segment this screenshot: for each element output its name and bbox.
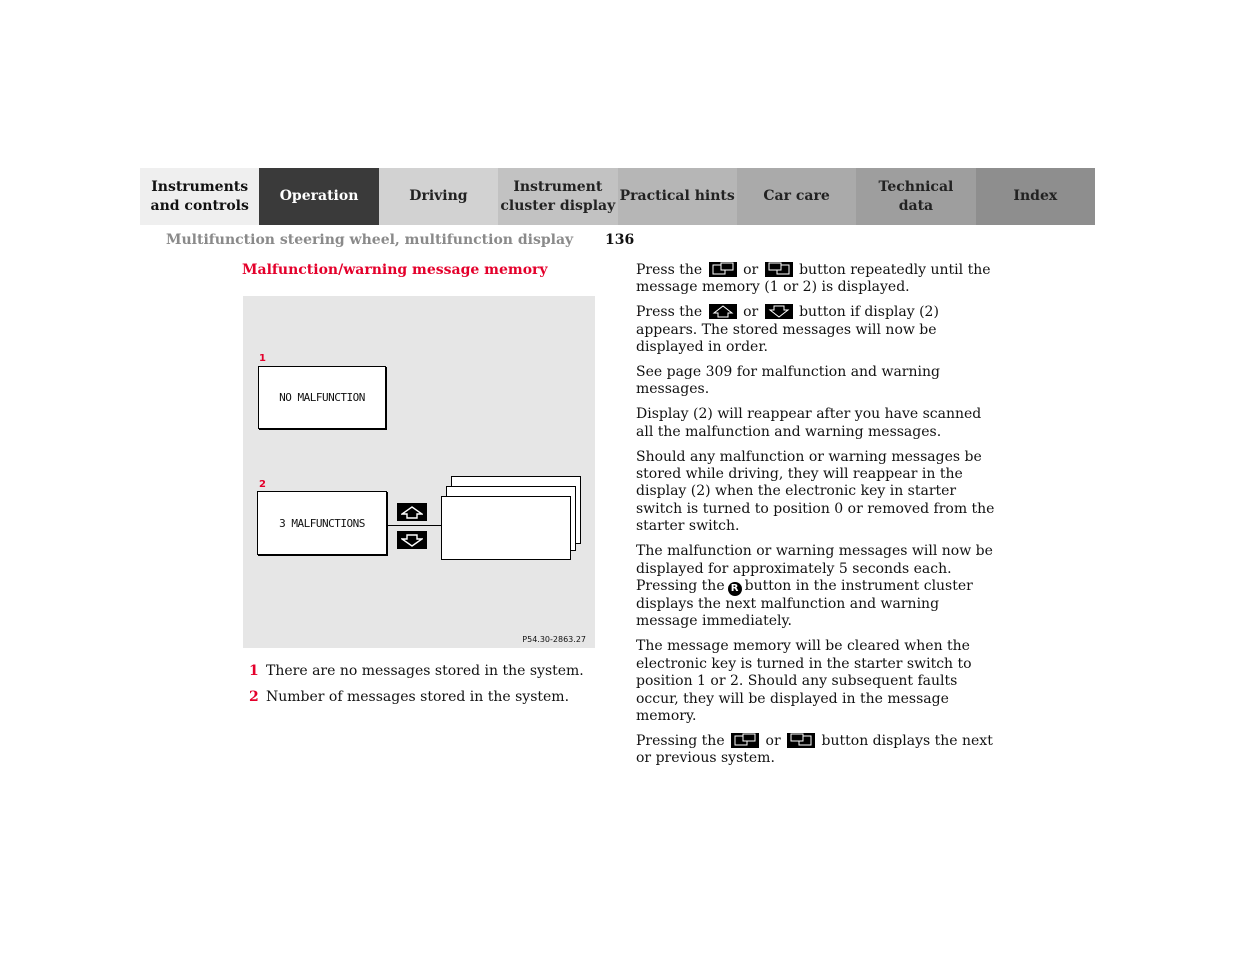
display-no-malfunction bbox=[258, 366, 386, 429]
system-forward-button-icon bbox=[709, 262, 737, 277]
paragraph: Press the or button if display (2) appears. The stored messages will now be displayed in order. bbox=[636, 304, 939, 356]
reset-button-icon: R bbox=[728, 582, 742, 596]
paragraph: See page 309 for malfunction and warning messages. bbox=[636, 364, 940, 398]
up-arrow-button-icon bbox=[397, 503, 427, 521]
display-illustration bbox=[243, 296, 595, 648]
paragraph: The malfunction or warning messages will now be displayed for approximately 5 seconds each. Pressing the R button in the instrument cluster displays the next malfunction and warning message immediately. bbox=[636, 543, 993, 630]
legend-number: 1 bbox=[249, 663, 259, 679]
section-nav bbox=[140, 168, 1095, 225]
paragraph: Display (2) will reappear after you have scanned all the malfunction and warning messages. bbox=[636, 406, 982, 440]
down-arrow-button-icon bbox=[765, 304, 793, 319]
tab-index[interactable]: Index bbox=[976, 168, 1095, 225]
legend-text: There are no messages stored in the system. bbox=[266, 663, 584, 679]
system-back-button-icon bbox=[765, 262, 793, 277]
tab-driving[interactable]: Driving bbox=[379, 168, 498, 225]
legend-text: Number of messages stored in the system. bbox=[266, 689, 570, 705]
legend-item bbox=[249, 689, 569, 705]
figure-code: P54.30-2863.27 bbox=[522, 635, 586, 644]
callout-1: 1 bbox=[259, 353, 266, 364]
connector-line bbox=[387, 525, 441, 526]
legend-number: 2 bbox=[249, 689, 259, 705]
tab-instruments-and-controls[interactable]: Instruments and controls bbox=[140, 168, 259, 225]
tab-technical-data[interactable]: Technical data bbox=[856, 168, 975, 225]
instructions-column bbox=[636, 262, 996, 775]
display-malfunction-count bbox=[257, 491, 387, 555]
message-card-front bbox=[441, 496, 571, 560]
display-text: NO MALFUNCTION bbox=[279, 391, 365, 404]
legend-item bbox=[249, 663, 584, 679]
paragraph: The message memory will be cleared when the electronic key is turned in the starter switch to position 1 or 2. Should any subsequent faults occur, they will be displayed in the message memory. bbox=[636, 638, 972, 724]
tab-car-care[interactable]: Car care bbox=[737, 168, 856, 225]
breadcrumb: Multifunction steering wheel, multifunction display bbox=[166, 232, 574, 248]
callout-2: 2 bbox=[259, 479, 266, 490]
paragraph: Pressing the or button displays the next or previous system. bbox=[636, 732, 993, 767]
paragraph: Press the or button repeatedly until the message memory (1 or 2) is displayed. bbox=[636, 262, 991, 296]
tab-practical-hints[interactable]: Practical hints bbox=[618, 168, 737, 225]
page-number: 136 bbox=[605, 232, 635, 248]
system-forward-button-icon bbox=[731, 733, 759, 748]
section-title: Malfunction/warning message memory bbox=[242, 262, 548, 278]
up-arrow-button-icon bbox=[709, 304, 737, 319]
system-back-button-icon bbox=[787, 733, 815, 748]
paragraph: Should any malfunction or warning messages be stored while driving, they will reappear in the display (2) when the electronic key in starter switch is turned to position 0 or removed from the starter switch. bbox=[636, 448, 995, 535]
tab-operation[interactable]: Operation bbox=[259, 168, 378, 225]
down-arrow-button-icon bbox=[397, 531, 427, 549]
display-text: 3 MALFUNCTIONS bbox=[279, 516, 365, 530]
tab-instrument-cluster-display[interactable]: Instrument cluster display bbox=[498, 168, 617, 225]
